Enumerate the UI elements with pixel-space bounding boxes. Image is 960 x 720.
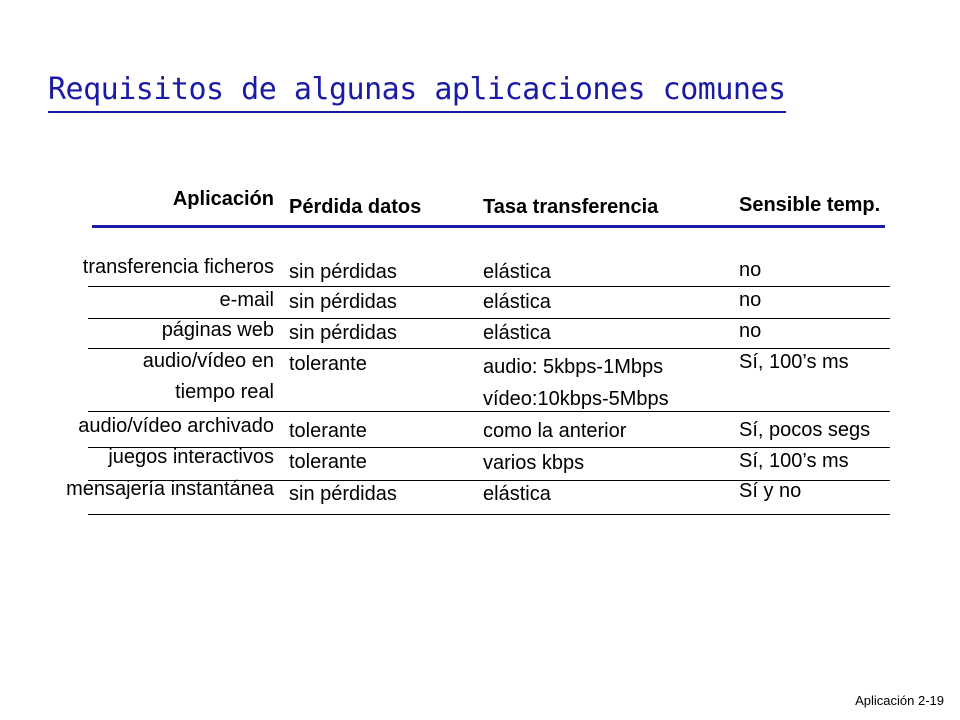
row-throughput: elástica <box>483 322 551 344</box>
row-data-loss: sin pérdidas <box>289 483 397 505</box>
row-data-loss: tolerante <box>289 451 367 473</box>
row-divider <box>88 411 890 412</box>
header-throughput: Tasa transferencia <box>483 196 659 218</box>
row-throughput: varios kbps <box>483 452 585 474</box>
row-application: juegos interactivos <box>108 446 274 468</box>
row-time-sensitive: Sí, 100’s ms <box>739 351 849 373</box>
row-application: mensajería instantánea <box>66 478 274 500</box>
header-divider <box>92 225 885 228</box>
row-application: páginas web <box>161 319 274 341</box>
row-throughput: elástica <box>483 261 551 283</box>
row-time-sensitive: Sí, pocos segs <box>739 419 871 441</box>
row-throughput: como la anterior <box>483 420 627 442</box>
row-application: audio/vídeo en <box>142 350 274 372</box>
row-data-loss: sin pérdidas <box>289 291 397 313</box>
row-time-sensitive: Sí, 100’s ms <box>739 450 849 472</box>
row-time-sensitive: no <box>739 259 762 281</box>
row-data-loss: tolerante <box>289 420 367 442</box>
page-title: Requisitos de algunas aplicaciones comunes <box>48 72 786 107</box>
row-throughput: elástica <box>483 483 551 505</box>
row-application: audio/vídeo archivado <box>78 415 274 437</box>
row-data-loss: tolerante <box>289 353 367 375</box>
header-time-sensitive: Sensible temp. <box>739 194 881 216</box>
row-throughput-line2: vídeo:10kbps-5Mbps <box>483 388 669 410</box>
row-throughput: elástica <box>483 291 551 313</box>
slide-footer: Aplicación 2-19 <box>855 693 944 708</box>
header-application: Aplicación <box>172 188 274 210</box>
row-data-loss: sin pérdidas <box>289 261 397 283</box>
row-application: e-mail <box>219 289 274 311</box>
row-application-line2: tiempo real <box>175 381 274 403</box>
title-underline <box>48 111 786 113</box>
row-divider <box>88 514 890 515</box>
row-throughput: audio: 5kbps-1Mbps <box>483 356 664 378</box>
row-time-sensitive: Sí y no <box>739 480 802 502</box>
row-time-sensitive: no <box>739 320 762 342</box>
row-application: transferencia ficheros <box>82 256 274 278</box>
row-data-loss: sin pérdidas <box>289 322 397 344</box>
header-data-loss: Pérdida datos <box>289 196 422 218</box>
row-time-sensitive: no <box>739 289 762 311</box>
row-divider <box>88 286 890 287</box>
